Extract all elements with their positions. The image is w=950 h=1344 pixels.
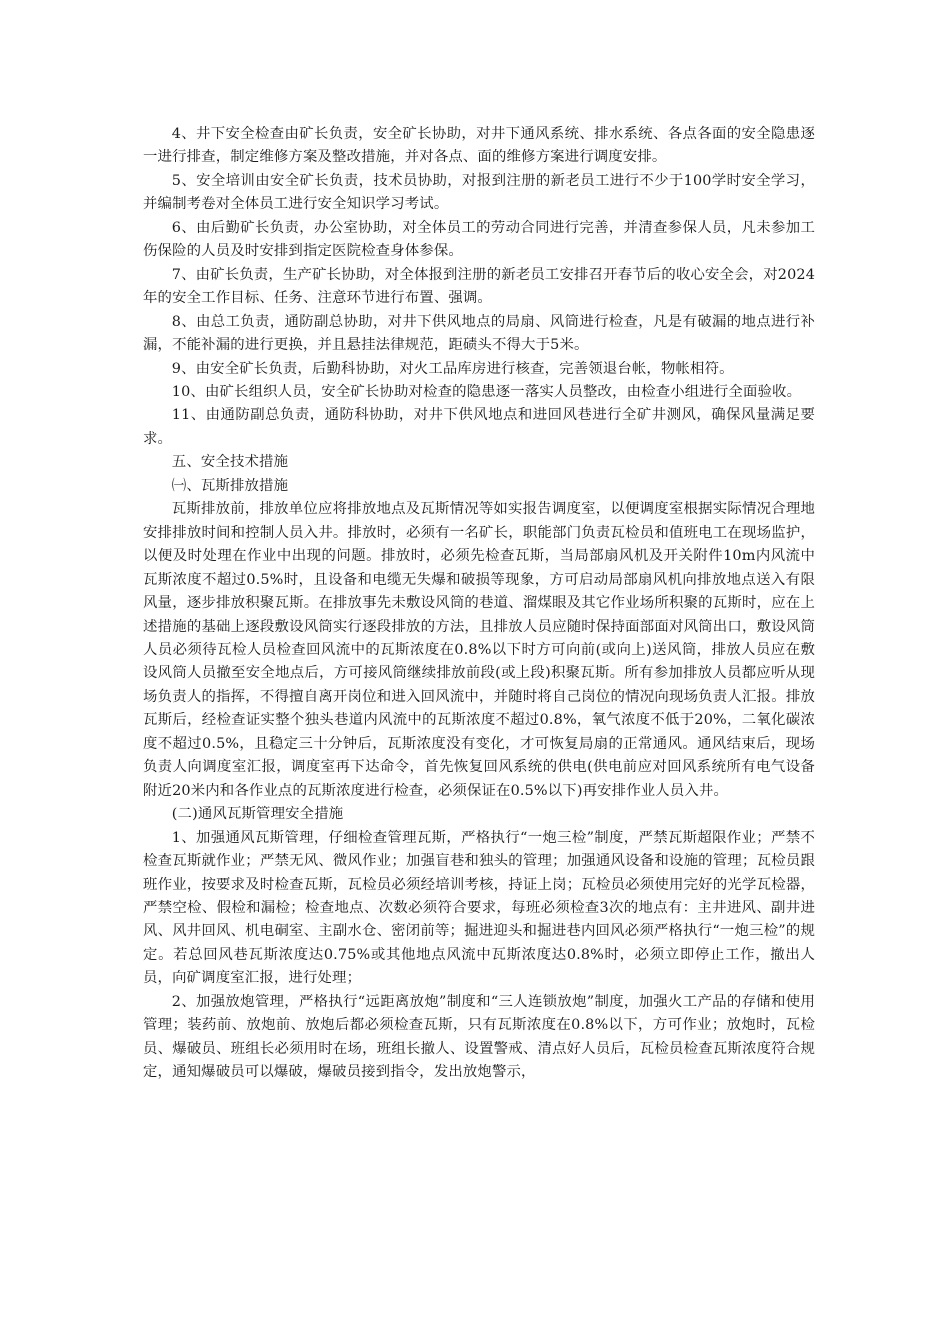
document-page [143, 123, 815, 1085]
paragraph-item-8: 8、由总工负责，通防副总协助，对井下供风地点的局扇、风筒进行检查，凡是有破漏的地点进行补漏，不能补漏的进行更换，并且悬挂法律规范，距碛头不得大于5米。 [143, 313, 815, 354]
paragraph-gas-discharge: 瓦斯排放前，排放单位应将排放地点及瓦斯情况等如实报告调度室，以便调度室根据实际情况合理地安排排放时间和控制人员入井。排放时，必须有一名矿长，职能部门负责瓦检员和值班电工在现场监护，以便及时处理在作业中出现的问题。排放时，必须先检查瓦斯，当局部扇风机及开关附件10m内风流中瓦斯浓度不超过0.5%时，且设备和电缆无失爆和破损等现象，方可启动局部扇风机向排放地点送入有限风量，逐步排放积聚瓦斯。在排放事先未敷设风筒的巷道、溜煤眼及其它作业场所积聚的瓦斯时，应在上述措施的基础上逐段敷设风筒实行逐段排放的方法，且排放人员应随时保持面部面对风筒出口，敷设风筒人员必须待瓦检人员检查回风流中的瓦斯浓度在0.8%以下时方可向前(或向上)送风筒，排放人员应在敷设风筒人员撤至安全地点后，方可接风筒继续排放前段(或上段)积聚瓦斯。所有参加排放人员都应听从现场负责人的指挥，不得擅自离开岗位和进入回风流中，并随时将自己岗位的情况向现场负责人汇报。排放瓦斯后，经检查证实整个独头巷道内风流中的瓦斯浓度不超过0.8%，氧气浓度不低于20%，二氧化碳浓度不超过0.5%，且稳定三十分钟后，瓦斯浓度没有变化，才可恢复局扇的正常通风。通风结束后，现场负责人向调度室汇报，调度室再下达命令，首先恢复回风系统的供电(供电前应对回风系统所有电气设备附近20米内和各作业点的瓦斯浓度进行检查，必须保证在0.5%以下)再安排作业人员入井。 [143, 501, 815, 799]
section-heading-safety-measures: 五、安全技术措施 [171, 454, 289, 471]
paragraph-ventilation-item-2: 2、加强放炮管理，严格执行“远距离放炮”制度和“三人连锁放炮”制度，加强火工产品的存储和使用管理；装药前、放炮前、放炮后都必须检查瓦斯，只有瓦斯浓度在0.8%以下，方可作业；放炮时，瓦检员、爆破员、班组长必须用时在场，班组长撤人、设置警戒、清点好人员后，瓦检员检查瓦斯浓度符合规定，通知爆破员可以爆破，爆破员接到指令，发出放炮警示， [143, 993, 815, 1081]
paragraph-item-5: 5、安全培训由安全矿长负责，技术员协助，对报到注册的新老员工进行不少于100学时安全学习，并编制考卷对全体员工进行安全知识学习考试。 [143, 172, 815, 213]
paragraph-item-10: 10、由矿长组织人员，安全矿长协助对检查的隐患逐一落实人员整改，由检查小组进行全面验收。 [171, 383, 802, 400]
paragraph-item-6: 6、由后勤矿长负责，办公室协助，对全体员工的劳动合同进行完善，并清查参保人员，凡未参加工伤保险的人员及时安排到指定医院检查身体参保。 [143, 219, 815, 260]
paragraph-item-7: 7、由矿长负责，生产矿长协助，对全体报到注册的新老员工安排召开春节后的收心安全会，对2024年的安全工作目标、任务、注意环节进行布置、强调。 [143, 266, 815, 307]
paragraph-item-4: 4、井下安全检查由矿长负责，安全矿长协助，对井下通风系统、排水系统、各点各面的安全隐患逐一进行排查，制定维修方案及整改措施，并对各点、面的维修方案进行调度安排。 [143, 126, 815, 166]
subheading-gas-discharge: ㈠、瓦斯排放措施 [171, 477, 289, 494]
paragraph-item-9: 9、由安全矿长负责，后勤科协助，对火工品库房进行核查，完善领退台帐，物帐相符。 [171, 360, 734, 377]
subheading-ventilation-gas-management: (二)通风瓦斯管理安全措施 [171, 806, 344, 823]
paragraph-ventilation-item-1: 1、加强通风瓦斯管理，仔细检查管理瓦斯，严格执行“一炮三检”制度，严禁瓦斯超限作业；严禁不检查瓦斯就作业；严禁无风、微风作业；加强盲巷和独头的管理；加强通风设备和设施的管理；瓦检员跟班作业，按要求及时检查瓦斯，瓦检员必须经培训考核，持证上岗；瓦检员必须使用完好的光学瓦检器，严禁空检、假检和漏检；检查地点、次数必须符合要求，每班必须检查3次的地点有：主井进风、副井进风、风井回风、机电硐室、主副水仓、密闭前等；掘进迎头和掘进巷内回风必须严格执行“一炮三检”的规定。若总回风巷瓦斯浓度达0.75%或其他地点风流中瓦斯浓度达0.8%时，必须立即停止工作，撤出人员，向矿调度室汇报，进行处理； [143, 829, 815, 987]
paragraph-item-11: 11、由通防副总负责，通防科协助，对井下供风地点和进回风巷进行全矿井测风，确保风量满足要求。 [143, 407, 815, 447]
